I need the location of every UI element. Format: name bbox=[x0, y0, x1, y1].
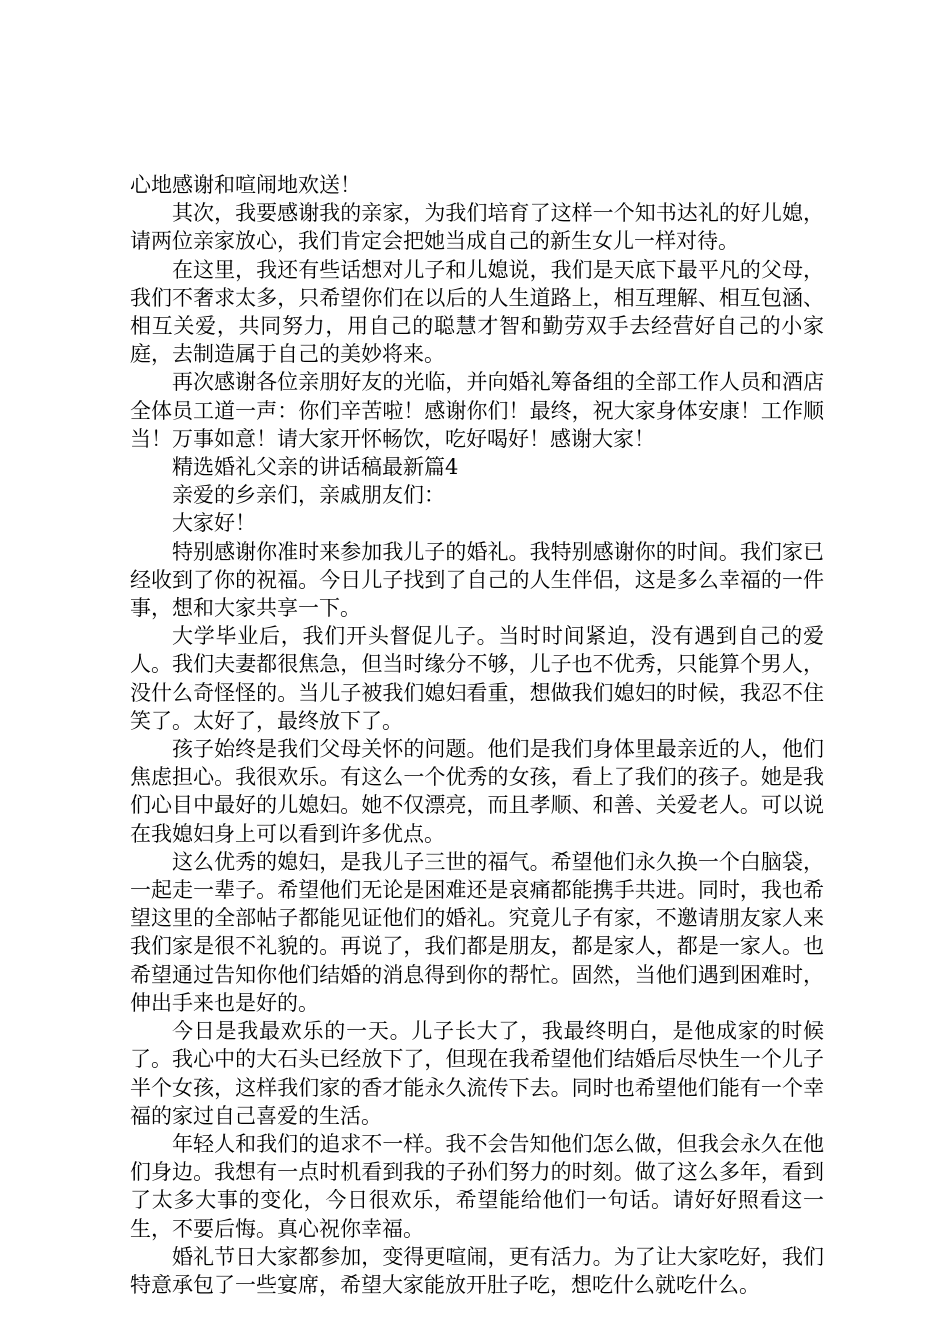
paragraph-thanks-in-laws: 其次，我要感谢我的亲家，为我们培育了这样一个知书达礼的好儿媳，请两位亲家放心，我们肯定会把她当成自己的新生女儿一样对待。 bbox=[130, 201, 824, 254]
paragraph-blessings: 这么优秀的媳妇，是我儿子三世的福气。希望他们永久换一个白脑袋，一起走一辈子。希望他们无论是困难还是哀痛都能携手共进。同时，我也希望这里的全部帖子都能见证他们的婚礼。究竟儿子有家，不邀请朋友家人来我们家是很不礼貌的。再说了，我们都是朋友，都是家人，都是一家人。也希望通过告知你他们结婚的消息得到你的帮忙。固然，当他们遇到困难时，伸出手来也是好的。 bbox=[130, 849, 824, 1015]
document-body bbox=[130, 171, 824, 1299]
paragraph-banquet: 婚礼节日大家都参加，变得更喧闹，更有活力。为了让大家吃好，我们特意承包了一些宴席，希望大家能放开肚子吃，想吃什么就吃什么。 bbox=[130, 1244, 824, 1297]
paragraph-about-bride: 孩子始终是我们父母关怀的问题。他们是我们身体里最亲近的人，他们焦虑担心。我很欢乐。有这么一个优秀的女孩，看上了我们的孩子。她是我们心目中最好的儿媳妇。她不仅漂亮，而且孝顺、和善、关爱老人。可以说在我媳妇身上可以看到许多优点。 bbox=[130, 737, 824, 846]
paragraph-after-graduation: 大学毕业后，我们开头督促儿子。当时时间紧迫，没有遇到自己的爱人。我们夫妻都很焦急，但当时缘分不够，儿子也不优秀，只能算个男人，没什么奇怪怪的。当儿子被我们媳妇看重，想做我们媳妇的时候，我忍不住笑了。太好了，最终放下了。 bbox=[130, 624, 824, 733]
paragraph-closing-thanks: 再次感谢各位亲朋好友的光临，并向婚礼筹备组的全部工作人员和酒店全体员工道一声：你们辛苦啦！感谢你们！最终，祝大家身体安康！工作顺当！万事如意！请大家开怀畅饮，吃好喝好！感谢大家！ bbox=[130, 370, 824, 451]
paragraph-happiest-day: 今日是我最欢乐的一天。儿子长大了，我最终明白，是他成家的时候了。我心中的大石头已经放下了，但现在我希望他们结婚后尽快生一个儿子半个女孩，这样我们家的香才能永久流传下去。同时也希望他们能有一个幸福的家过自己喜爱的生活。 bbox=[130, 1019, 824, 1128]
section-heading: 精选婚礼父亲的讲话稿最新篇4 bbox=[172, 455, 459, 480]
paragraph-continuation: 心地感谢和喧闹地欢送！ bbox=[130, 173, 361, 197]
greeting: 大家好！ bbox=[172, 511, 256, 536]
salutation: 亲爱的乡亲们，亲戚朋友们： bbox=[172, 483, 445, 508]
paragraph-words-to-couple: 在这里，我还有些话想对儿子和儿媳说，我们是天底下最平凡的父母，我们不奢求太多，只希望你们在以后的人生道路上，相互理解、相互包涵、相互关爱，共同努力，用自己的聪慧才智和勤劳双手去经营好自己的小家庭，去制造属于自己的美妙将来。 bbox=[130, 257, 824, 367]
paragraph-young-people: 年轻人和我们的追求不一样。我不会告知他们怎么做，但我会永久在他们身边。我想有一点时机看到我的子孙们努力的时刻。做了这么多年，看到了太多大事的变化，今日很欢乐，希望能给他们一句话。请好好照看这一生，不要后悔。真心祝你幸福。 bbox=[130, 1131, 824, 1241]
paragraph-thanks-for-coming: 特别感谢你准时来参加我儿子的婚礼。我特别感谢你的时间。我们家已经收到了你的祝福。今日儿子找到了自己的人生伴侣，这是多么幸福的一件事，想和大家共享一下。 bbox=[130, 539, 824, 621]
